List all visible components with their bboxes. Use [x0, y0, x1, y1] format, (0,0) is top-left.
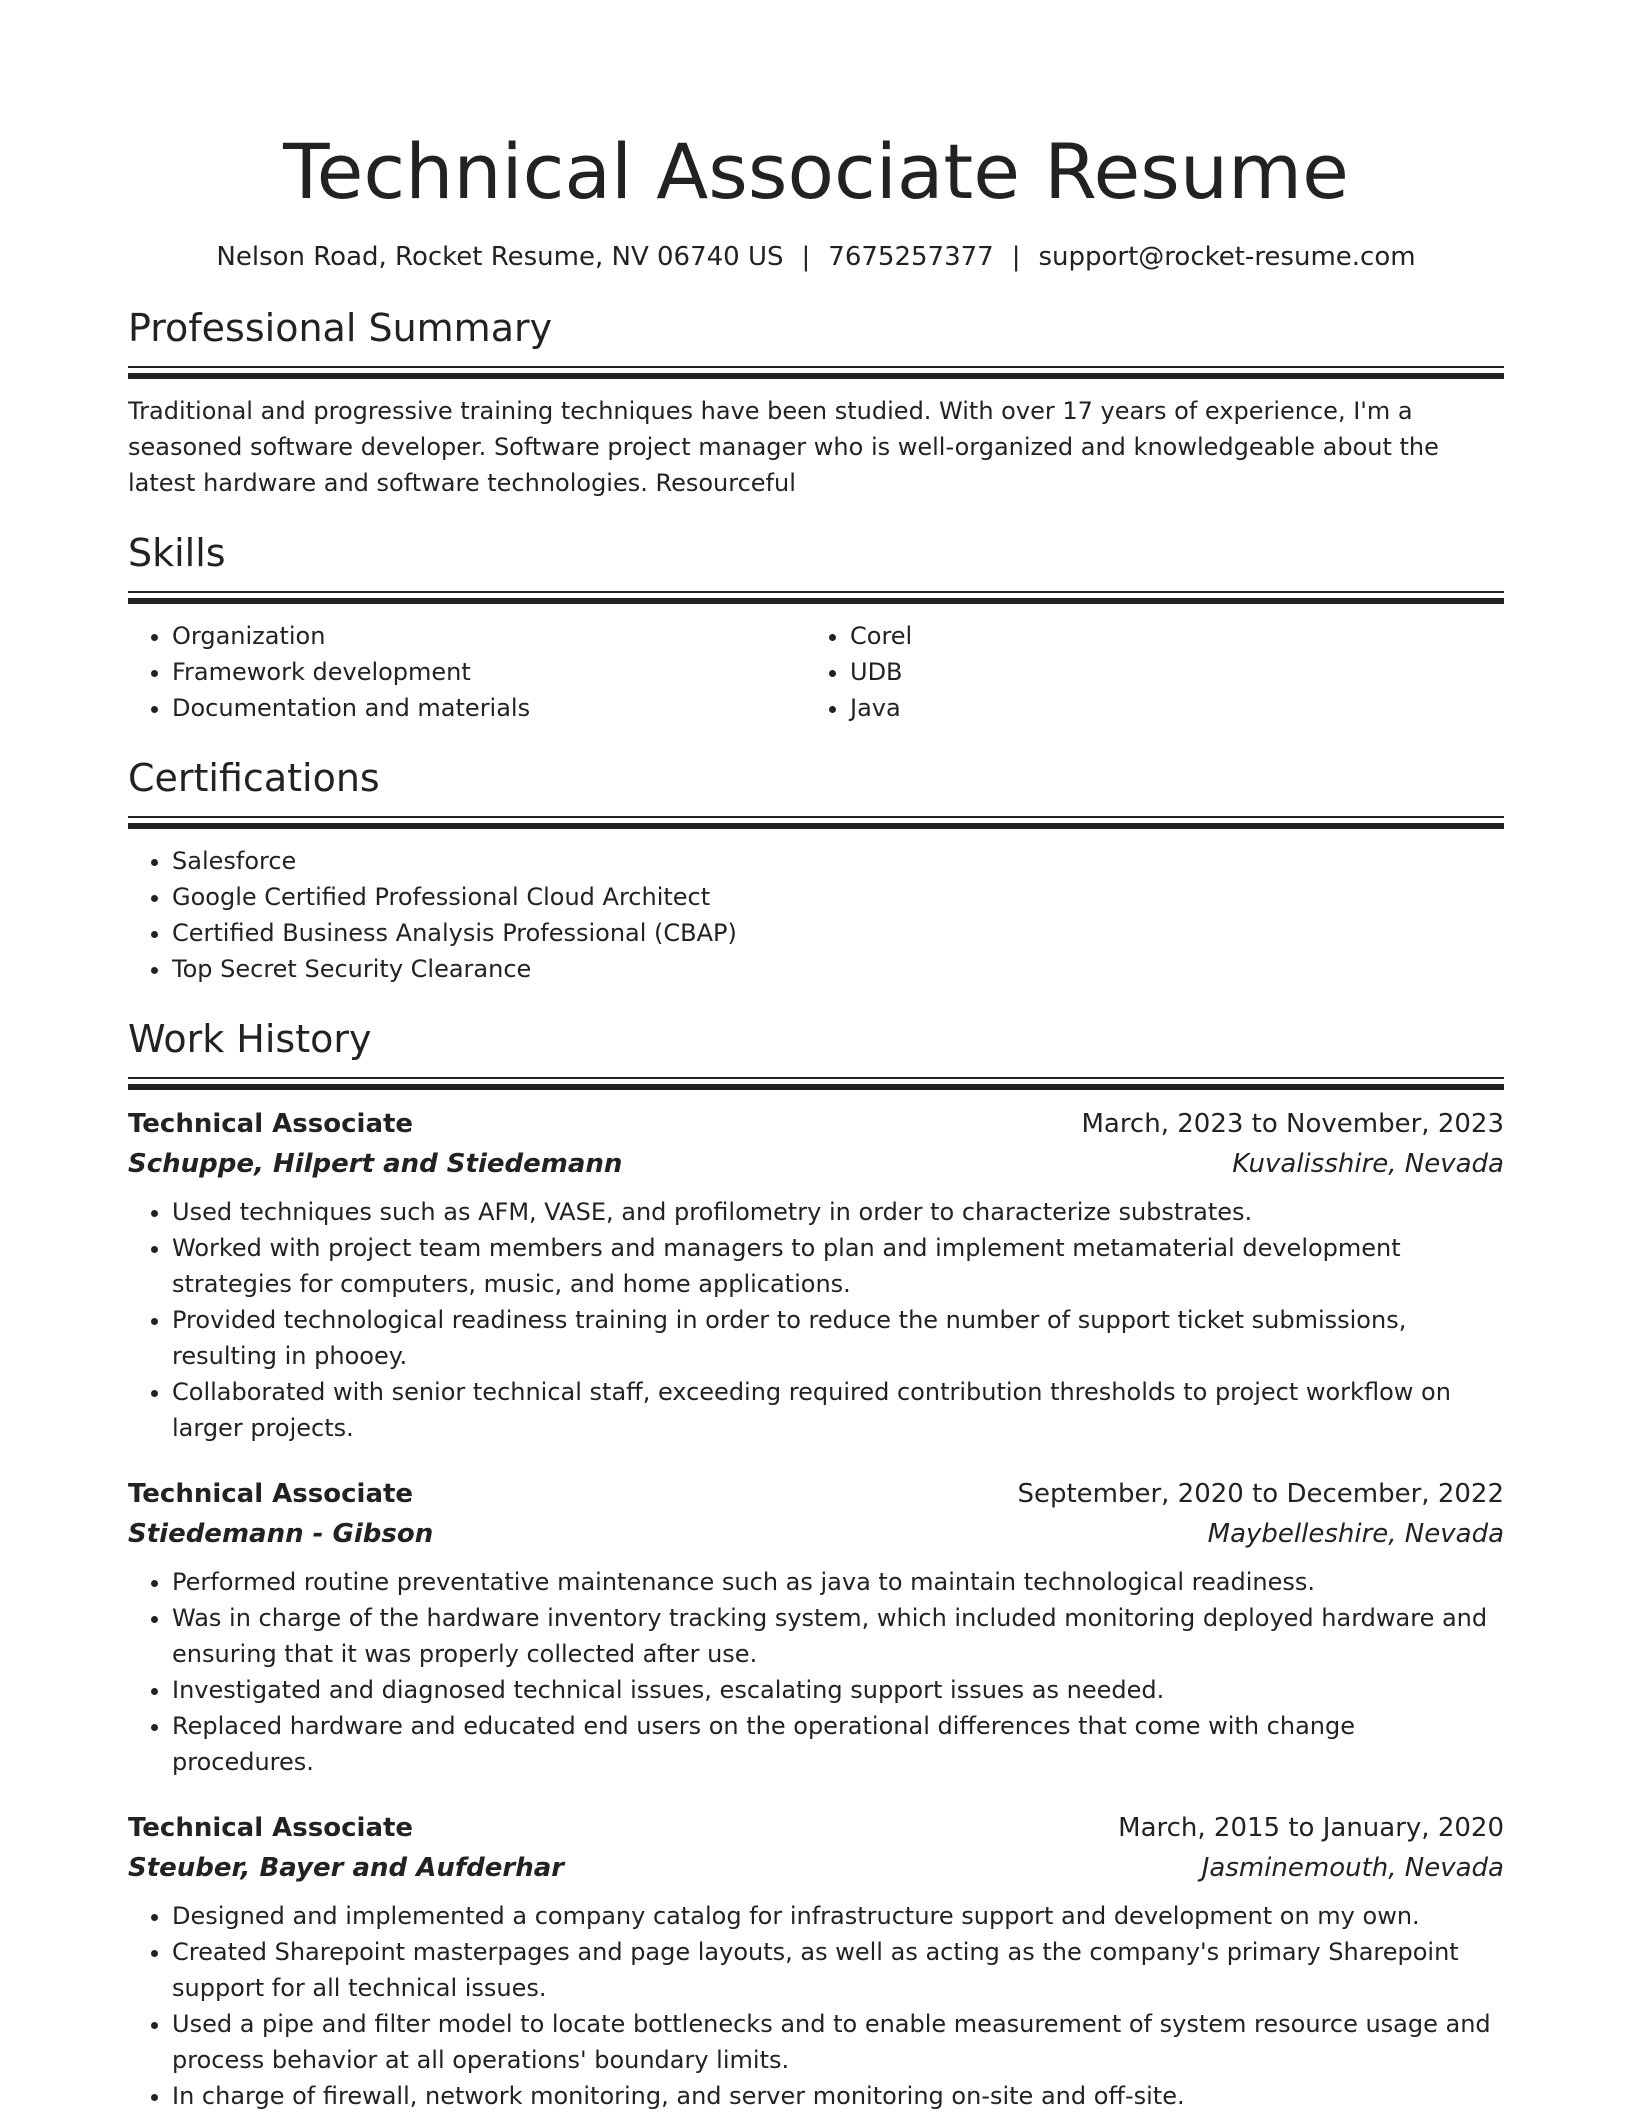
skill-item: • Documentation and materials [172, 690, 806, 726]
job-bullets [128, 1898, 1504, 2114]
skill-item: • Java [850, 690, 1484, 726]
job-bullet: • Replaced hardware and educated end users on the operational differences that come with change procedures. [172, 1708, 1504, 1780]
skills-section [128, 529, 1504, 726]
section-divider [128, 591, 1504, 604]
work-history-heading: Work History [128, 1017, 372, 1061]
job-bullet: • Was in charge of the hardware inventory tracking system, which included monitoring deployed hardware and ensuring that it was properly collected after use. [172, 1600, 1504, 1672]
job-location: Kuvalisshire, Nevada [1232, 1149, 1504, 1179]
job-title: Technical Associate [128, 1109, 414, 1139]
job-bullet: • Created Sharepoint masterpages and page layouts, as well as acting as the company's primary Sharepoint support for all technical issues. [172, 1934, 1504, 2006]
job-bullet: • In charge of firewall, network monitoring, and server monitoring on-site and off-site. [172, 2078, 1504, 2114]
job-location: Jasminemouth, Nevada [1201, 1853, 1504, 1883]
job-company: Steuber, Bayer and Aufderhar [128, 1853, 565, 1883]
job-title: Technical Associate [128, 1479, 414, 1509]
certification-item: • Google Certified Professional Cloud Architect [172, 879, 1504, 915]
job-dates: March, 2015 to January, 2020 [1118, 1813, 1504, 1843]
summary-section [128, 304, 1504, 501]
skills-heading: Skills [128, 531, 226, 575]
contact-email: support@rocket-resume.com [1038, 242, 1416, 272]
certifications-heading: Certifications [128, 756, 380, 800]
job-bullet: • Used a pipe and filter model to locate bottlenecks and to enable measurement of system resource usage and process behavior at all operations' boundary limits. [172, 2006, 1504, 2078]
job-company: Stiedemann - Gibson [128, 1519, 434, 1549]
summary-text: Traditional and progressive training techniques have been studied. With over 17 years of experience, I'm a seasoned software developer. Software project manager who is well-organized and knowledgeable about the latest hardware and software technologies. Resourceful [128, 397, 1439, 497]
contact-line [128, 240, 1504, 274]
skills-grid [128, 618, 1504, 726]
certifications-list [128, 843, 1504, 987]
job-bullet: • Investigated and diagnosed technical issues, escalating support issues as needed. [172, 1672, 1504, 1708]
job-bullets [128, 1194, 1504, 1446]
contact-phone: 7675257377 [828, 242, 994, 272]
work-history-section [128, 1015, 1504, 2114]
section-divider [128, 366, 1504, 379]
page-title: Technical Associate Resume [283, 127, 1349, 216]
skill-item: • Organization [172, 618, 806, 654]
job-entry [128, 1808, 1504, 2114]
section-divider [128, 816, 1504, 829]
skills-column-right [806, 618, 1484, 726]
certification-item: • Salesforce [172, 843, 1504, 879]
contact-separator: | [801, 242, 811, 272]
section-divider [128, 1077, 1504, 1090]
certification-item: • Top Secret Security Clearance [172, 951, 1504, 987]
job-bullet: • Used techniques such as AFM, VASE, and profilometry in order to characterize substrates. [172, 1194, 1504, 1230]
job-bullet: • Worked with project team members and managers to plan and implement metamaterial development strategies for computers, music, and home applications. [172, 1230, 1504, 1302]
job-entry [128, 1474, 1504, 1780]
job-dates: September, 2020 to December, 2022 [1017, 1479, 1504, 1509]
job-entry [128, 1104, 1504, 1446]
skills-column-left [128, 618, 806, 726]
resume-page [128, 0, 1504, 2114]
contact-address: Nelson Road, Rocket Resume, NV 06740 US [216, 242, 784, 272]
skill-item: • Corel [850, 618, 1484, 654]
certifications-section [128, 754, 1504, 987]
certification-item: • Certified Business Analysis Professional (CBAP) [172, 915, 1504, 951]
job-title: Technical Associate [128, 1813, 414, 1843]
skill-item: • UDB [850, 654, 1484, 690]
job-company: Schuppe, Hilpert and Stiedemann [128, 1149, 623, 1179]
job-dates: March, 2023 to November, 2023 [1081, 1109, 1504, 1139]
job-bullet: • Designed and implemented a company catalog for infrastructure support and development on my own. [172, 1898, 1504, 1934]
job-bullet: • Provided technological readiness training in order to reduce the number of support ticket submissions, resulting in phooey. [172, 1302, 1504, 1374]
job-bullet: • Collaborated with senior technical staff, exceeding required contribution thresholds to project workflow on larger projects. [172, 1374, 1504, 1446]
job-location: Maybelleshire, Nevada [1207, 1519, 1504, 1549]
skill-item: • Framework development [172, 654, 806, 690]
summary-heading: Professional Summary [128, 306, 553, 350]
job-bullet: • Performed routine preventative maintenance such as java to maintain technological readiness. [172, 1564, 1504, 1600]
contact-separator: | [1011, 242, 1021, 272]
job-bullets [128, 1564, 1504, 1780]
